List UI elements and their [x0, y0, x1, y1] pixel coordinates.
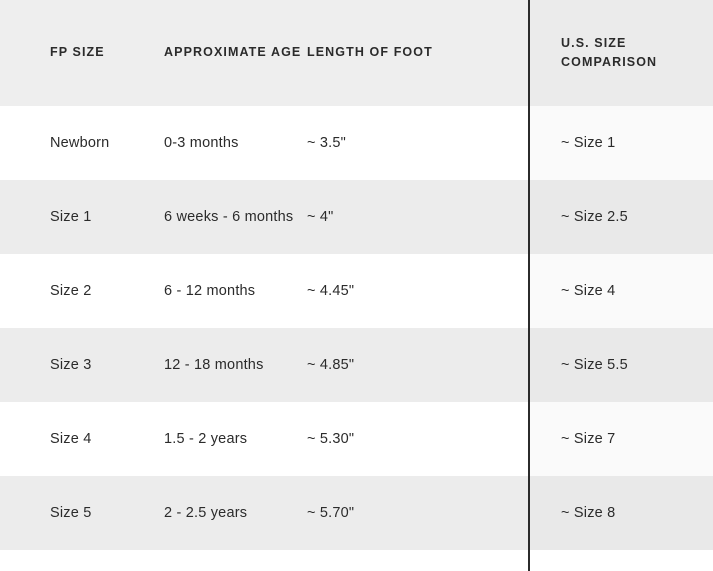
cell-length: ~ 3.5" — [307, 106, 528, 180]
cell-length: ~ 5.70" — [307, 476, 528, 550]
cell-us-size: ~ Size 1 — [528, 106, 713, 180]
cell-fp-size: Size 1 — [0, 180, 113, 254]
cell-length: ~ 4.85" — [307, 328, 528, 402]
cell-us-size: ~ Size 4 — [528, 254, 713, 328]
column-header-approximate-age: APPROXIMATE AGE — [113, 0, 307, 106]
cell-us-size: ~ Size 8 — [528, 476, 713, 550]
cell-fp-size: Size 5 — [0, 476, 113, 550]
column-header-us-size-comparison: U.S. SIZE COMPARISON — [528, 0, 713, 106]
cell-fp-size: Newborn — [0, 106, 113, 180]
cell-age: 1.5 - 2 years — [113, 402, 307, 476]
table-row — [0, 476, 713, 550]
cell-age: 2 - 2.5 years — [113, 476, 307, 550]
table-row — [0, 328, 713, 402]
table-header — [0, 0, 713, 106]
cell-age: 6 weeks - 6 months — [113, 180, 307, 254]
cell-us-size: ~ Size 5.5 — [528, 328, 713, 402]
cell-us-size: ~ Size 7 — [528, 402, 713, 476]
cell-age: 6 - 12 months — [113, 254, 307, 328]
table-row — [0, 402, 713, 476]
cell-length: ~ 4" — [307, 180, 528, 254]
cell-fp-size: Size 2 — [0, 254, 113, 328]
cell-length: ~ 5.30" — [307, 402, 528, 476]
cell-us-size: ~ Size 2.5 — [528, 180, 713, 254]
cell-length: ~ 4.45" — [307, 254, 528, 328]
table-row — [0, 106, 713, 180]
column-header-length-of-foot: LENGTH OF FOOT — [307, 0, 528, 106]
column-divider-line — [528, 0, 530, 571]
cell-age: 0-3 months — [113, 106, 307, 180]
table-body — [0, 106, 713, 550]
table-row — [0, 180, 713, 254]
table-row — [0, 254, 713, 328]
cell-fp-size: Size 3 — [0, 328, 113, 402]
cell-fp-size: Size 4 — [0, 402, 113, 476]
cell-age: 12 - 18 months — [113, 328, 307, 402]
header-row — [0, 0, 713, 106]
column-header-fp-size: FP SIZE — [0, 0, 113, 106]
